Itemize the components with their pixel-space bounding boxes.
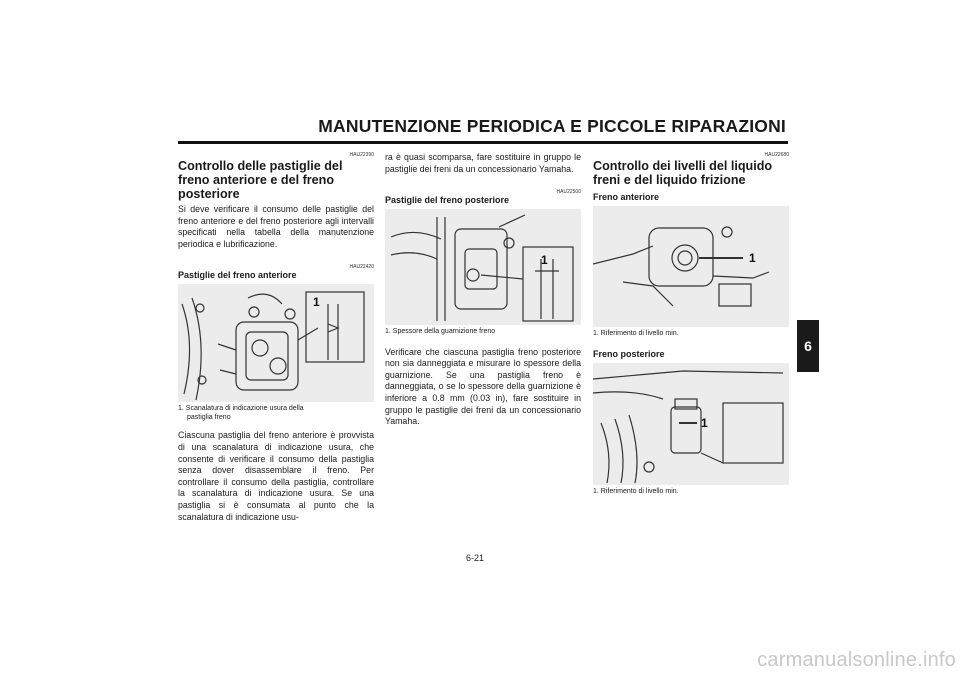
column-rear-pads [385,152,581,428]
callout-label: 1 [701,415,708,430]
column-fluid-levels [593,152,789,496]
caption-line-cont: pastiglia freno [187,413,231,421]
intro-paragraph: Si deve verificare il consumo delle pastiglie del freno anteriore e del freno posteriore agli intervalli specificati nella tabella della manutenzione periodica e lubrificazione. [178,204,374,249]
front-caliper-illustration [178,284,374,402]
caption-line: 1. Scanalatura di indicazione usura della [178,405,304,413]
section-code: HAU22390 [349,152,374,158]
page-header-title: MANUTENZIONE PERIODICA E PICCOLE RIPARAZIONI [318,116,786,136]
figure-caption: 1. Riferimento di livello min. [593,487,679,495]
watermark: carmanualsonline.info [757,649,956,671]
section-code: HAU22680 [764,152,789,158]
subsection-code: HAU22420 [349,264,374,271]
subheading-rear-pads: Pastiglie del freno posteriore [385,195,510,206]
section-heading-brake-pads: Controllo delle pastiglie del freno anteriore e del freno posteriore [178,159,343,201]
figure-caption: 1. Spessore della guarnizione freno [385,328,496,336]
callout-label: 1 [749,251,756,265]
callout-label: 1 [313,295,320,310]
header-rule [178,141,788,144]
rear-caliper-illustration [385,209,581,325]
subsection-code: HAU22500 [556,189,581,196]
chapter-tab: 6 [797,320,819,372]
figure-caption [178,405,374,422]
figure-caption: 1. Riferimento di livello min. [593,330,679,337]
subheading-front-pads: Pastiglie del freno anteriore [178,270,297,281]
section-heading-fluid-levels: Controllo dei livelli del liquido freni e del liquido frizione [593,159,773,187]
body-paragraph: Ciascuna pastiglia del freno anteriore è provvista di una scanalatura di indicazione usura, che consente di verificare il consumo della pastiglia senza dover disassemblare il freno. Per controllare il consumo della pastiglia, controllare la scanalatura di indicazione usura. Se una pastiglia si è consumata al punto che la scanalatura di indicazione usu- [178,430,374,522]
front-reservoir-illustration [593,206,789,327]
rear-reservoir-illustration [593,363,789,485]
continuation-paragraph: ra è quasi scomparsa, fare sostituire in gruppo le pastiglie dei freni da un concessionario Yamaha. [385,152,581,174]
subheading-front-brake: Freno anteriore [593,192,660,202]
column-front-pads [178,152,374,523]
body-paragraph: Verificare che ciascuna pastiglia freno posteriore non sia danneggiata e misurare lo spessore della guarnizione. Se una pastiglia freno è danneggiata, o se lo spessore della guarnizione è inferiore a 0.8 mm (0.03 in), fare sostituire in gruppo le pastiglie dei freni da un concessionario Yamaha. [385,346,581,427]
subheading-rear-brake: Freno posteriore [593,348,665,359]
callout-label: 1 [541,253,548,268]
page-number: 6-21 [466,553,485,563]
